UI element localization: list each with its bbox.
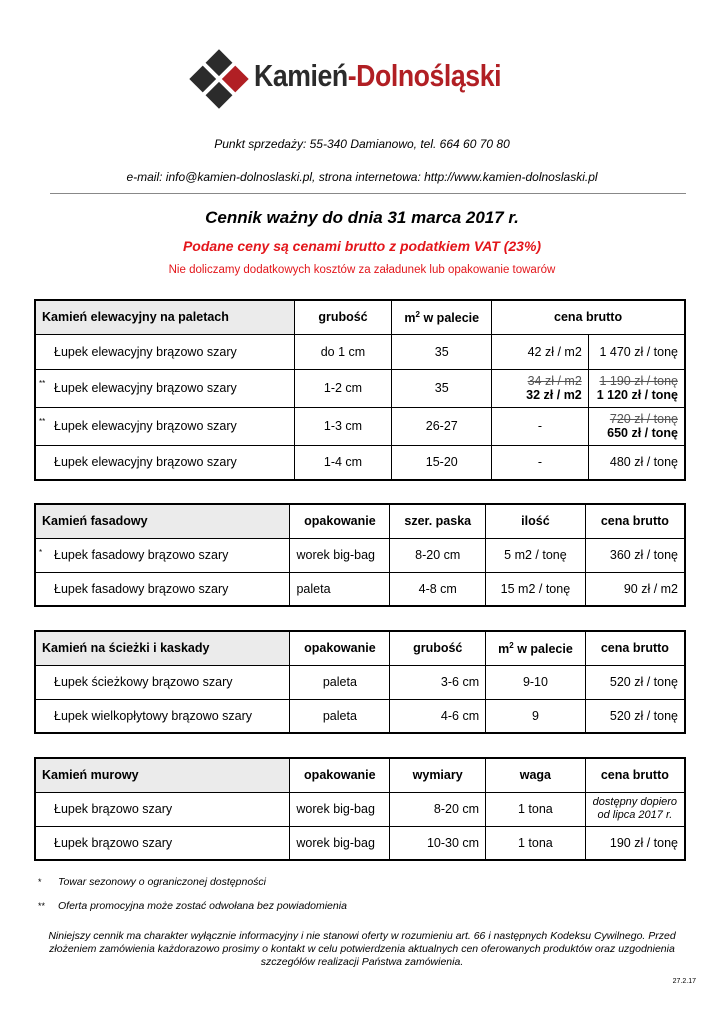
table-row (35, 826, 685, 860)
per-pallet-cell: 35 (392, 334, 492, 369)
thickness-cell: 1-4 cm (294, 445, 392, 480)
table-row (35, 538, 685, 572)
contact-email-web: e-mail: info@kamien-dolnoslaski.pl, strona internetowa: http://www.kamien-dolnoslaski.pl (126, 170, 598, 184)
price-ton-cell: 1 470 zł / tonę (588, 334, 685, 369)
column-header: ilość (486, 504, 586, 538)
weight-cell: 1 tona (486, 792, 586, 826)
company-logo (188, 48, 528, 118)
category-header: Kamień elewacyjny na paletach (35, 300, 294, 334)
column-header: cena brutto (585, 504, 685, 538)
price-m2-cell: - (492, 445, 589, 480)
quantity-cell: 5 m2 / tonę (486, 538, 586, 572)
column-header: grubość (390, 631, 486, 665)
price-cell: 360 zł / tonę (585, 538, 685, 572)
price-cell: 520 zł / tonę (585, 665, 685, 699)
vat-subtitle: Podane ceny są cenami brutto z podatkiem VAT (23%) (182, 238, 542, 254)
price-m2-cell (492, 369, 589, 407)
table-wall-stone (34, 757, 686, 861)
category-header: Kamień na ścieżki i kaskady (35, 631, 290, 665)
column-header: opakowanie (290, 504, 390, 538)
product-name: * Łupek fasadowy brązowo szary (35, 538, 290, 572)
column-header: opakowanie (290, 758, 390, 792)
table-row (35, 665, 685, 699)
category-header: Kamień murowy (35, 758, 290, 792)
old-price: 1 190 zł / tonę (599, 374, 678, 388)
weight-cell: 1 tona (486, 826, 586, 860)
packaging-cell: worek big-bag (290, 792, 390, 826)
width-cell: 8-20 cm (390, 538, 486, 572)
divider (50, 193, 686, 194)
price-cell: 520 zł / tonę (585, 699, 685, 733)
price-cell (585, 792, 685, 826)
size-cell: 10-30 cm (390, 826, 486, 860)
price-m2-cell: 42 zł / m2 (492, 334, 589, 369)
price-cell: 90 zł / m2 (585, 572, 685, 606)
column-header: cena brutto (585, 631, 685, 665)
price-m2-cell: - (492, 407, 589, 445)
quantity-cell: 15 m2 / tonę (486, 572, 586, 606)
old-price: 34 zł / m2 (527, 374, 582, 388)
category-header: Kamień fasadowy (35, 504, 290, 538)
product-name: Łupek wielkopłytowy brązowo szary (35, 699, 290, 733)
column-header: wymiary (390, 758, 486, 792)
packaging-cell: paleta (290, 665, 390, 699)
packaging-cell: paleta (290, 699, 390, 733)
price-ton-cell (588, 369, 685, 407)
column-header: szer. paska (390, 504, 486, 538)
product-name: Łupek brązowo szary (35, 826, 290, 860)
footnote-seasonal: * Towar sezonowy o ograniczonej dostępności (38, 876, 266, 888)
table-facade-stone (34, 503, 686, 607)
product-name: Łupek brązowo szary (35, 792, 290, 826)
packaging-cell: worek big-bag (290, 538, 390, 572)
per-pallet-cell: 9 (486, 699, 586, 733)
size-cell: 8-20 cm (390, 792, 486, 826)
price-ton-cell (588, 407, 685, 445)
promo-price: 650 zł / tonę (607, 426, 678, 440)
promo-price: 32 zł / m2 (526, 388, 582, 402)
logo-name-part1: Kamień (254, 58, 348, 93)
price-ton-cell: 480 zł / tonę (588, 445, 685, 480)
disclaimer: Niniejszy cennik ma charakter wyłącznie informacyjny i nie stanowi oferty w rozumieniu art. 66 i następnych Kodeksu Cywilnego. Przed złożeniem zamówienia każdorazowo prosimy o kontakt w celu potwierdzenia aktualnych cen oferowanych produktów oraz uzgodnienia szczegółów realizacji Państwa zamówienia. (48, 930, 676, 968)
document-date: 27.2.17 (672, 978, 696, 985)
product-name: Łupek ścieżkowy brązowo szary (35, 665, 290, 699)
thickness-cell: 4-6 cm (390, 699, 486, 733)
per-pallet-cell: 35 (392, 369, 492, 407)
table-row (35, 407, 685, 445)
per-pallet-cell: 9-10 (486, 665, 586, 699)
table-row (35, 699, 685, 733)
packaging-cell: worek big-bag (290, 826, 390, 860)
table-path-stone (34, 630, 686, 734)
table-header-row (35, 631, 685, 665)
thickness-cell: 1-3 cm (294, 407, 392, 445)
table-row (35, 334, 685, 369)
thickness-cell: do 1 cm (294, 334, 392, 369)
table-row (35, 572, 685, 606)
column-header: waga (486, 758, 586, 792)
price-cell: 190 zł / tonę (585, 826, 685, 860)
table-header-row (35, 504, 685, 538)
column-header: cena brutto (585, 758, 685, 792)
table-header-row (35, 300, 685, 334)
table-header-row (35, 758, 685, 792)
per-pallet-cell: 26-27 (392, 407, 492, 445)
table-row (35, 792, 685, 826)
page-title: Cennik ważny do dnia 31 marca 2017 r. (205, 208, 519, 227)
column-header: cena brutto (492, 300, 685, 334)
contact-address: Punkt sprzedaży: 55-340 Damianowo, tel. 664 60 70 80 (214, 137, 510, 151)
product-name: Łupek elewacyjny brązowo szary (35, 334, 294, 369)
product-name: Łupek fasadowy brązowo szary (35, 572, 290, 606)
availability-note: dostępny dopiero od lipca 2017 r. (592, 796, 678, 821)
loading-note: Nie doliczamy dodatkowych kosztów za załadunek lub opakowanie towarów (168, 264, 556, 276)
promo-price: 1 120 zł / tonę (596, 388, 678, 402)
diamond-tiles-icon (188, 48, 250, 110)
column-header: opakowanie (290, 631, 390, 665)
thickness-cell: 1-2 cm (294, 369, 392, 407)
product-name: ** Łupek elewacyjny brązowo szary (35, 407, 294, 445)
product-name: ** Łupek elewacyjny brązowo szary (35, 369, 294, 407)
column-header-per-pallet: $m^2$ w palecie (486, 631, 586, 665)
thickness-cell: 3-6 cm (390, 665, 486, 699)
product-name: Łupek elewacyjny brązowo szary (35, 445, 294, 480)
table-facade-stone-pallets (34, 299, 686, 481)
logo-name-part2: -Dolnośląski (347, 58, 502, 93)
table-row (35, 445, 685, 480)
table-row (35, 369, 685, 407)
logo-text (254, 58, 501, 94)
old-price: 720 zł / tonę (609, 412, 678, 426)
column-header: grubość (294, 300, 392, 334)
footnote-promo: ** Oferta promocyjna może zostać odwołana bez powiadomienia (38, 900, 347, 912)
per-pallet-cell: 15-20 (392, 445, 492, 480)
width-cell: 4-8 cm (390, 572, 486, 606)
column-header-per-pallet: $m^2$ w palecie (392, 300, 492, 334)
packaging-cell: paleta (290, 572, 390, 606)
